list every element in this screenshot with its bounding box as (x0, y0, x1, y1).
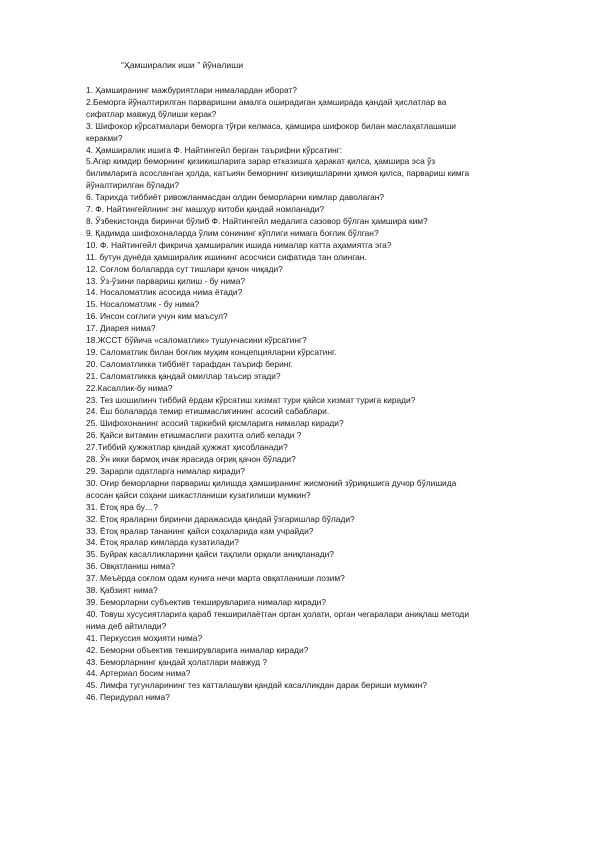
question-line: 15. Носаломатлик - бу нима? (86, 299, 200, 310)
question-line: 13. Ўз-ўзини парвариш қилиш - бу нима? (86, 275, 246, 286)
question-line: 8. Ўзбекистонда биринчи бўлиб Ф. Найтингейл медалига сазовор бўлган ҳамшира ким? (86, 215, 428, 226)
question-line: 20. Саломатликка тиббиёт тарафдан таъриф беринг. (86, 358, 293, 369)
question-line: 35. Буйрак касалликларини қайси таҳлили орқали аниқланади? (86, 549, 334, 560)
question-line: 17. Диарея нима? (86, 323, 156, 334)
question-line: нима деб айтилади? (86, 620, 167, 631)
question-line: 39. Беморларни субъектив текширувларига нималар киради? (86, 596, 327, 607)
question-line: 21. Саломатликка қандай омиллар таъсир этади? (86, 370, 281, 381)
question-line: 12. Соғлом болаларда сут тишлари қачон чиқади? (86, 263, 283, 274)
question-line: 42. Беморни объектив текширувларига нималар киради? (86, 644, 309, 655)
question-line: 28. Ўн икки бармоқ ичак ярасида оғриқ қачон бўлади? (86, 454, 296, 465)
question-line: асосан қайси соҳани шикастланиши кузатилиши мумкин? (86, 489, 311, 500)
question-line: 1. Ҳамширанинг мажбуриятлари нималардан иборат? (86, 85, 297, 95)
question-line: 7. Ф. Найтингейлнинг энг машҳур китоби қандай номланади? (86, 204, 325, 215)
question-line: 45. Лимфа тугунларининг тез катталашуви қандай касалликдан дарак бериши мумкин? (86, 680, 427, 691)
question-line: 4. Ҳамширалик ишига Ф. Найтингейл берган таърифни кўрсатинг: (86, 144, 343, 155)
question-line: 40. Товуш хусусиятларига қараб текширилаётган орган ҳолати, орган чегаралари аниқлаш методи (86, 608, 469, 619)
question-line: 6. Тарихда тиббиёт ривожланмасдан олдин беморларни кимлар даволаган? (86, 192, 385, 203)
document-title: “Ҳамширалик иши ” йўналиши (121, 60, 244, 70)
question-line: 19. Саломатлик билан боғлик муҳим концепцияларни кўрсатинг. (86, 346, 337, 357)
question-line: керакми? (86, 132, 123, 143)
question-line: 46. Перидурал нима? (86, 692, 170, 703)
question-line: 33. Ётоқ яралар тананинг қайси соҳаларида кам учрайди? (86, 525, 314, 536)
question-line: 43. Беморларнинг қандай ҳолатлари мавжуд ? (86, 656, 268, 667)
question-line: 26. Қайси витамин етишмаслиги рахитга олиб келади ? (86, 430, 302, 441)
question-line: 25. Шифохонанинг асосий таркибий қисмларига нималар киради? (86, 418, 344, 429)
question-line: 16. Инсон соғлиги учун ким маъсул? (86, 311, 228, 322)
question-list (86, 85, 526, 704)
question-line: сифатлар мавжуд бўлиши керак? (86, 108, 217, 119)
question-line: 24. Ёш болаларда темир етишмаслигининг асосий сабаблари. (86, 406, 330, 417)
question-line: 29. Зарарли одатларга нималар киради? (86, 466, 245, 476)
question-line: 36. Овқатланиш нима? (86, 561, 175, 572)
question-line: 10. Ф. Найтингейл фикрича ҳамширалик ишида нималар катта аҳамиятга эга? (86, 239, 392, 250)
question-line: 31. Ётоқ яра бу…? (86, 501, 158, 512)
question-line: 2.Беморга йўналтирилган парваришни амалга оширадиган ҳамширада қандай ҳислатлар ва (86, 96, 447, 107)
question-line: 9. Қадимда шифохоналарда ўлим сонининг кўплиги нимага боғлик бўлган? (86, 227, 379, 238)
question-line: йўналтирилган бўлади? (86, 180, 180, 191)
question-line: 23. Тез шошилинч тиббий ёрдам кўрсатиш хизмат тури қайси хизмат турига киради? (86, 394, 416, 405)
question-line: 32. Ётоқ яраларни биринчи даражасида қандай ўзгаришлар бўлади? (86, 513, 355, 524)
question-line: 38. Қабзият нима? (86, 585, 158, 596)
question-line: 3. Шифокор кўрсатмалари беморга тўғри келмаса, ҳамшира шифокор билан маслаҳатлашиши (86, 120, 456, 131)
question-line: 30. Оғир беморларни парвариш қилишда ҳамширанинг жисмоний зўриқишига дучор бўлишида (86, 477, 457, 488)
question-line: 18.ЖССТ бўйича «саломатлик» тушунчасини кўрсатинг? (86, 335, 307, 346)
question-line: 5.Агар кимдир беморнинг қизикишларига зарар етказишга ҳаракат қилса, ҳамшира эса ўз (86, 156, 436, 167)
question-line: 27.Тиббий ҳужжатлар қандай ҳужжат ҳисобланади? (86, 442, 288, 453)
question-line: 34. Ётоқ яралар кимларда кузатилади? (86, 537, 239, 548)
question-line: 14. Носаломатлик асосида нима ётади? (86, 287, 243, 298)
question-line: 22.Касаллик-бу нима? (86, 382, 173, 393)
question-line: 37. Меъёрда соғлом одам кунига нечи марта овқатланиши лозим? (86, 573, 345, 584)
question-line: 11. бутун дунёда ҳамширалик ишининг асосчиси сифатида тан олинган. (86, 251, 367, 262)
question-line: 44. Артериал босим нима? (86, 668, 191, 679)
question-line: билимларига асосланган ҳолда, катъиян беморнинг кизиқишларини ҳимоя қилса, парвариш кимга (86, 168, 470, 179)
question-line: 41. Перкуссия моҳияти нима? (86, 632, 203, 643)
